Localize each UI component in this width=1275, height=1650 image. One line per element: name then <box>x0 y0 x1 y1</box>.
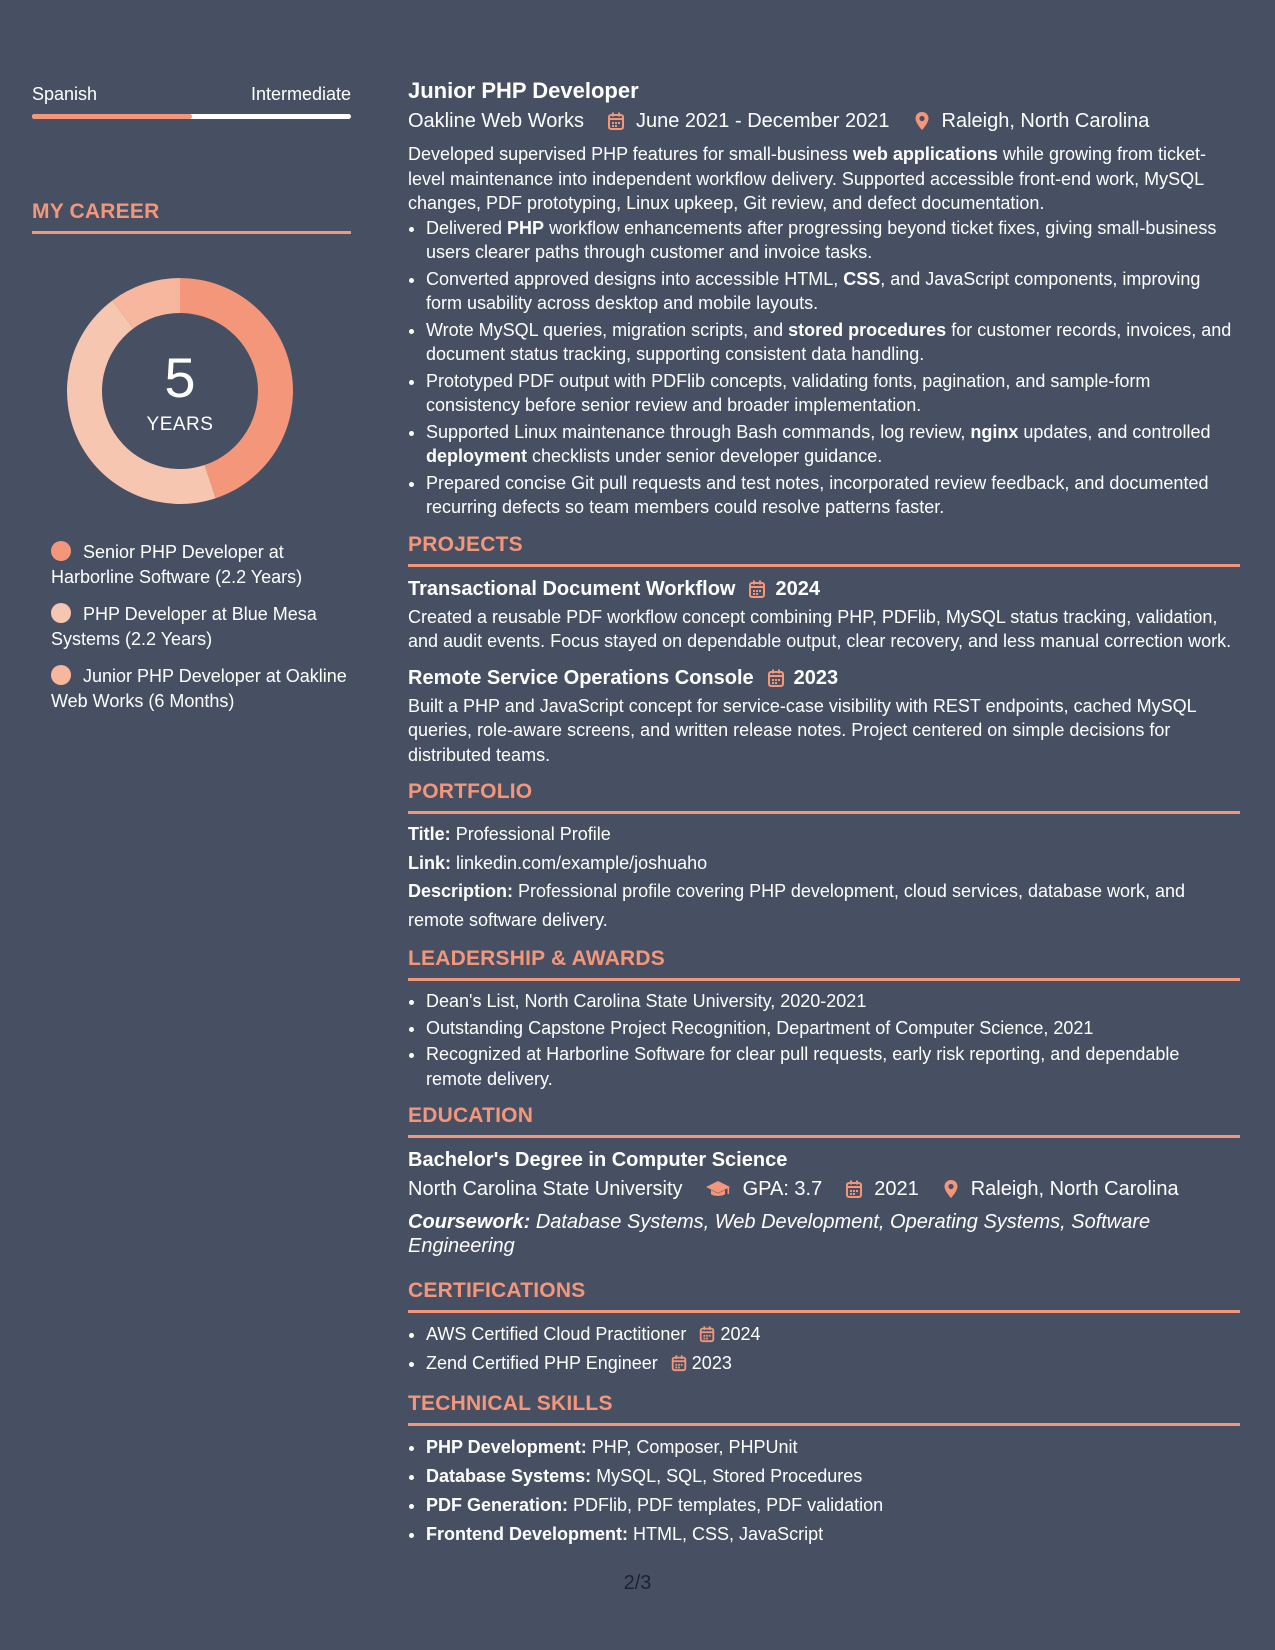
legend-text: Senior PHP Developer at Harborline Software (2.2 Years) <box>51 542 303 587</box>
section-title-awards: LEADERSHIP & AWARDS <box>408 947 665 970</box>
company-name: Oakline Web Works <box>408 110 584 132</box>
page-number: 2/3 <box>623 1572 652 1594</box>
section-rule <box>408 1423 1240 1426</box>
legend-dot <box>51 541 71 561</box>
experience-entry <box>408 76 1240 520</box>
section-title-career: MY CAREER <box>32 200 160 223</box>
project-name: Transactional Document Workflow <box>408 577 736 600</box>
calendar-icon <box>747 579 767 599</box>
education-section <box>408 1101 1240 1258</box>
projects-section <box>408 530 1240 768</box>
certification-item: • AWS Certified Cloud Practitioner 2024 <box>426 1321 1240 1348</box>
job-bullet: • Wrote MySQL queries, migration scripts, and stored procedures for customer records, invoices, and document status tracking, supporting consistent data handling. <box>426 318 1240 367</box>
legend-item <box>51 664 351 714</box>
calendar-icon <box>698 1325 716 1343</box>
project-item <box>408 575 1240 654</box>
project-item <box>408 664 1240 768</box>
awards-section <box>408 944 1240 1091</box>
education-meta <box>408 1174 1240 1204</box>
calendar-icon <box>670 1354 688 1372</box>
project-year: 2024 <box>775 577 820 600</box>
section-rule <box>408 1135 1240 1138</box>
calendar-icon <box>766 668 786 688</box>
years-value: 5 <box>164 346 196 409</box>
graduation-cap-icon <box>705 1179 731 1199</box>
project-header <box>408 575 1240 603</box>
job-summary <box>408 142 1240 216</box>
legend-item <box>51 540 351 590</box>
job-bullet: • Prototyped PDF output with PDFlib concepts, validating fonts, pagination, and sample-form consistency before senior review and broader implementation. <box>426 369 1240 418</box>
job-bullet: • Converted approved designs into accessible HTML, CSS, and JavaScript components, improving form usability across desktop and mobile layouts. <box>426 267 1240 316</box>
project-year: 2023 <box>793 666 839 689</box>
career-section <box>32 197 351 714</box>
legend-dot <box>51 665 71 685</box>
certifications-list <box>408 1321 1240 1377</box>
project-name: Remote Service Operations Console <box>408 666 754 689</box>
portfolio-link-row: Link: linkedin.com/example/joshuaho <box>408 852 708 873</box>
language-proficiency-bar <box>32 114 351 119</box>
section-title-projects: PROJECTS <box>408 532 523 556</box>
summary-text: Developed supervised PHP features for small-business <box>408 144 853 164</box>
legend-item <box>51 602 351 652</box>
section-rule <box>408 1310 1240 1313</box>
legend-dot <box>51 603 71 623</box>
language-row <box>32 80 351 108</box>
main-content <box>408 76 1240 1550</box>
gpa: GPA: 3.7 <box>742 1178 823 1200</box>
location-pin-icon <box>912 111 932 131</box>
section-title-portfolio: PORTFOLIO <box>408 780 533 803</box>
summary-bold: web applications <box>852 144 998 164</box>
school-name: North Carolina State University <box>408 1178 683 1200</box>
award-item: • Outstanding Capstone Project Recognition, Department of Computer Science, 2021 <box>426 1016 1240 1041</box>
coursework: Coursework: Database Systems, Web Development, Operating Systems, Software Engineering <box>408 1211 1151 1257</box>
portfolio-link[interactable]: linkedin.com/example/joshuaho <box>456 852 708 873</box>
job-bullet: • Supported Linux maintenance through Bash commands, log review, nginx updates, and controlled deployment checklists under senior developer guidance. <box>426 420 1240 469</box>
portfolio-title-row: Title: Professional Profile <box>408 824 611 844</box>
portfolio-section <box>408 777 1240 934</box>
language-level: Intermediate <box>250 84 351 104</box>
project-description: Built a PHP and JavaScript concept for service-case visibility with REST endpoints, cached MySQL queries, role-aware screens, and written release notes. Project centered on simple decisions for distributed teams. <box>408 695 1197 765</box>
degree-name: Bachelor's Degree in Computer Science <box>408 1149 788 1171</box>
project-description: Created a reusable PDF workflow concept combining PHP, PDFlib, MySQL status tracking, validation, and audit events. Focus stayed on dependable output, clear recovery, and less manual correction work. <box>408 606 1232 651</box>
section-rule <box>408 978 1240 981</box>
section-rule <box>32 231 351 234</box>
career-legend <box>51 540 351 714</box>
location-pin-icon <box>941 1179 961 1199</box>
calendar-icon <box>844 1179 864 1199</box>
career-donut-chart <box>65 276 295 506</box>
education-location: Raleigh, North Carolina <box>970 1178 1179 1200</box>
job-meta <box>408 106 1240 136</box>
certification-item: • Zend Certified PHP Engineer 2023 <box>426 1350 1240 1377</box>
language-proficiency-fill <box>32 114 192 119</box>
skill-item: • PHP Development: PHP, Composer, PHPUnit <box>426 1434 1240 1461</box>
section-title-certifications: CERTIFICATIONS <box>408 1279 586 1302</box>
section-rule <box>408 564 1240 567</box>
skill-item: • Database Systems: MySQL, SQL, Stored Procedures <box>426 1463 1240 1490</box>
job-title: Junior PHP Developer <box>408 78 639 103</box>
skills-list <box>408 1434 1240 1548</box>
graduation-year: 2021 <box>874 1178 919 1200</box>
job-bullet: • Delivered PHP workflow enhancements after progressing beyond ticket fixes, giving small-business users clearer paths through customer and invoice tasks. <box>426 216 1240 265</box>
language-name: Spanish <box>32 84 98 104</box>
skill-item: • Frontend Development: HTML, CSS, JavaScript <box>426 1521 1240 1548</box>
job-bullets <box>408 216 1240 520</box>
legend-text: PHP Developer at Blue Mesa Systems (2.2 Years) <box>51 604 317 649</box>
legend-text: Junior PHP Developer at Oakline Web Works (6 Months) <box>51 666 347 711</box>
calendar-icon <box>606 111 626 131</box>
sidebar <box>32 80 351 726</box>
section-rule <box>408 811 1240 814</box>
summary-text: while growing from ticket-level maintenance into independent workflow delivery. Supported accessible front-end work, MySQL changes, PDF prototyping, Linux upkeep, Git review, and defect documentation. <box>408 144 1206 213</box>
project-header <box>408 664 1240 692</box>
award-item: • Recognized at Harborline Software for clear pull requests, early risk reporting, and dependable remote delivery. <box>426 1042 1240 1091</box>
job-bullet: • Prepared concise Git pull requests and test notes, incorporated review feedback, and documented recurring defects so team members could resolve patterns faster. <box>426 471 1240 520</box>
section-title-skills: TECHNICAL SKILLS <box>408 1392 613 1415</box>
job-dates: June 2021 - December 2021 <box>636 110 890 132</box>
skill-item: • PDF Generation: PDFlib, PDF templates, PDF validation <box>426 1492 1240 1519</box>
portfolio-description-row: Description: Professional profile covering PHP development, cloud services, database work, and remote software delivery. <box>408 881 1186 930</box>
awards-list <box>408 989 1240 1091</box>
certifications-section <box>408 1276 1240 1377</box>
award-item: • Dean's List, North Carolina State University, 2020-2021 <box>426 989 1240 1014</box>
years-unit: YEARS <box>146 414 214 435</box>
job-location: Raleigh, North Carolina <box>941 110 1150 132</box>
skills-section <box>408 1389 1240 1548</box>
section-title-education: EDUCATION <box>408 1104 534 1127</box>
